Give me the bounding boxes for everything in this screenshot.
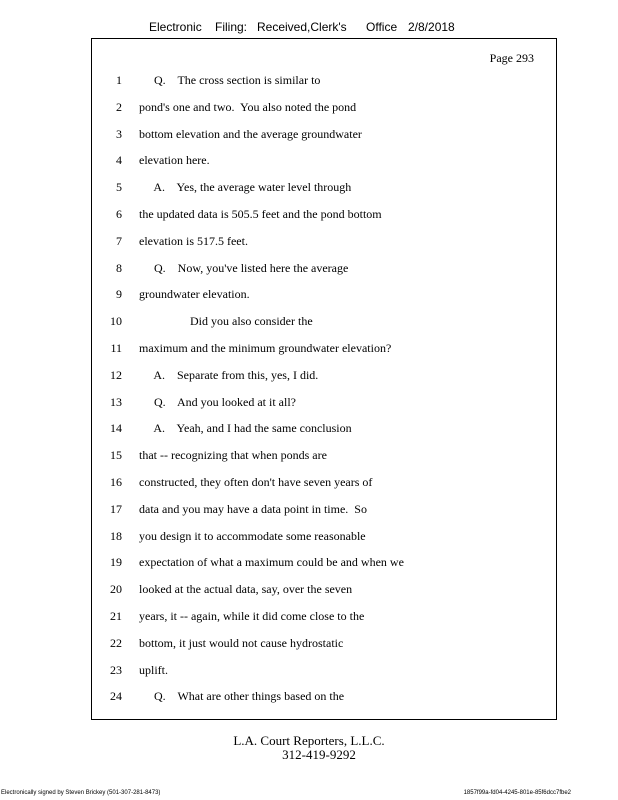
transcript-line: [92, 234, 556, 252]
transcript-line: [92, 689, 556, 707]
line-text: looked at the actual data, say, over the seven: [139, 582, 353, 597]
line-text: expectation of what a maximum could be and when we: [139, 555, 404, 570]
line-text: Q. The cross section is similar to: [139, 73, 321, 87]
line-text: maximum and the minimum groundwater elevation?: [139, 341, 392, 355]
transcript-line: [92, 314, 556, 332]
line-text: years, it -- again, while it did come close to the: [139, 609, 365, 623]
transcript-line: [92, 287, 556, 305]
line-number: 12: [110, 367, 122, 382]
line-number: 11: [110, 341, 122, 355]
line-number: 13: [110, 394, 122, 409]
line-text: the updated data is 505.5 feet and the pond bottom: [139, 207, 382, 221]
line-number: 20: [110, 582, 122, 597]
line-number: 9: [116, 287, 122, 302]
transcript-line: [92, 663, 556, 681]
line-number: 23: [110, 662, 122, 677]
line-number: 1: [116, 73, 122, 87]
transcript-line: [92, 475, 556, 493]
line-number: 16: [110, 475, 122, 489]
line-text: constructed, they often don't have seven years of: [139, 475, 373, 489]
line-number: 6: [116, 207, 122, 221]
header-word-electronic: Electronic: [149, 20, 202, 34]
transcript-line: [92, 421, 556, 439]
transcript-page-frame: [91, 38, 557, 720]
transcript-line: [92, 180, 556, 198]
transcript-line: [92, 73, 556, 91]
transcript-line: [92, 368, 556, 386]
line-text: Q. What are other things based on the: [139, 689, 345, 704]
transcript-line: [92, 395, 556, 413]
line-text: you design it to accommodate some reasonable: [139, 528, 366, 543]
filing-stamp-header: [0, 20, 618, 36]
transcript-line: [92, 153, 556, 171]
line-number: 10: [110, 314, 122, 329]
transcript-line: [92, 529, 556, 547]
transcript-line: [92, 261, 556, 279]
page-number: Page 293: [489, 51, 534, 65]
line-text: uplift.: [139, 662, 168, 677]
line-number: 5: [116, 180, 122, 195]
line-text: A. Yes, the average water level through: [139, 180, 352, 195]
line-text: Did you also consider the: [139, 314, 313, 329]
header-word-office: Office: [366, 20, 398, 34]
line-number: 7: [116, 233, 122, 248]
line-number: 22: [110, 635, 122, 650]
line-text: A. Yeah, and I had the same conclusion: [139, 421, 352, 436]
signature-left: Electronically signed by Steven Brickey (501-307-281-8473): [1, 790, 161, 796]
transcript-line: [92, 582, 556, 600]
line-text: Q. And you looked at it all?: [139, 394, 296, 409]
signature-right: 1857f99a-fd04-4245-801e-85f6dcc7fbe2: [463, 790, 571, 796]
transcript-line: [92, 609, 556, 627]
line-number: 21: [110, 609, 122, 623]
transcript-line: [92, 207, 556, 225]
transcript-line: [92, 448, 556, 466]
line-text: elevation is 517.5 feet.: [139, 233, 248, 248]
line-text: bottom, it just would not cause hydrostatic: [139, 635, 344, 650]
line-number: 8: [116, 260, 122, 275]
line-number: 4: [116, 153, 122, 168]
line-text: pond's one and two. You also noted the pond: [139, 99, 357, 114]
line-number: 3: [116, 126, 122, 141]
header-word-filing: Filing:: [215, 20, 248, 34]
line-number: 18: [110, 528, 122, 543]
footer-phone: 312-419-9292: [282, 747, 356, 762]
line-text: that -- recognizing that when ponds are: [139, 448, 327, 463]
header-word-received: Received,Clerk's: [257, 20, 347, 34]
header-date: 2/8/2018: [408, 20, 455, 34]
transcript-line: [92, 341, 556, 359]
line-number: 15: [110, 448, 122, 463]
line-text: data and you may have a data point in time. So: [139, 501, 367, 516]
line-number: 24: [110, 689, 122, 704]
transcript-line: [92, 555, 556, 573]
line-number: 19: [110, 555, 122, 570]
transcript-line: [92, 100, 556, 118]
transcript-line: [92, 127, 556, 145]
line-number: 2: [116, 99, 122, 114]
line-text: elevation here.: [139, 153, 210, 168]
line-text: bottom elevation and the average groundwater: [139, 126, 362, 141]
transcript-line: [92, 502, 556, 520]
line-text: Q. Now, you've listed here the average: [139, 260, 349, 275]
transcript-line: [92, 636, 556, 654]
line-number: 17: [110, 501, 122, 516]
line-number: 14: [110, 421, 122, 436]
footer-company: L.A. Court Reporters, L.L.C.: [233, 733, 385, 748]
line-text: A. Separate from this, yes, I did.: [139, 367, 319, 382]
line-text: groundwater elevation.: [139, 287, 250, 302]
